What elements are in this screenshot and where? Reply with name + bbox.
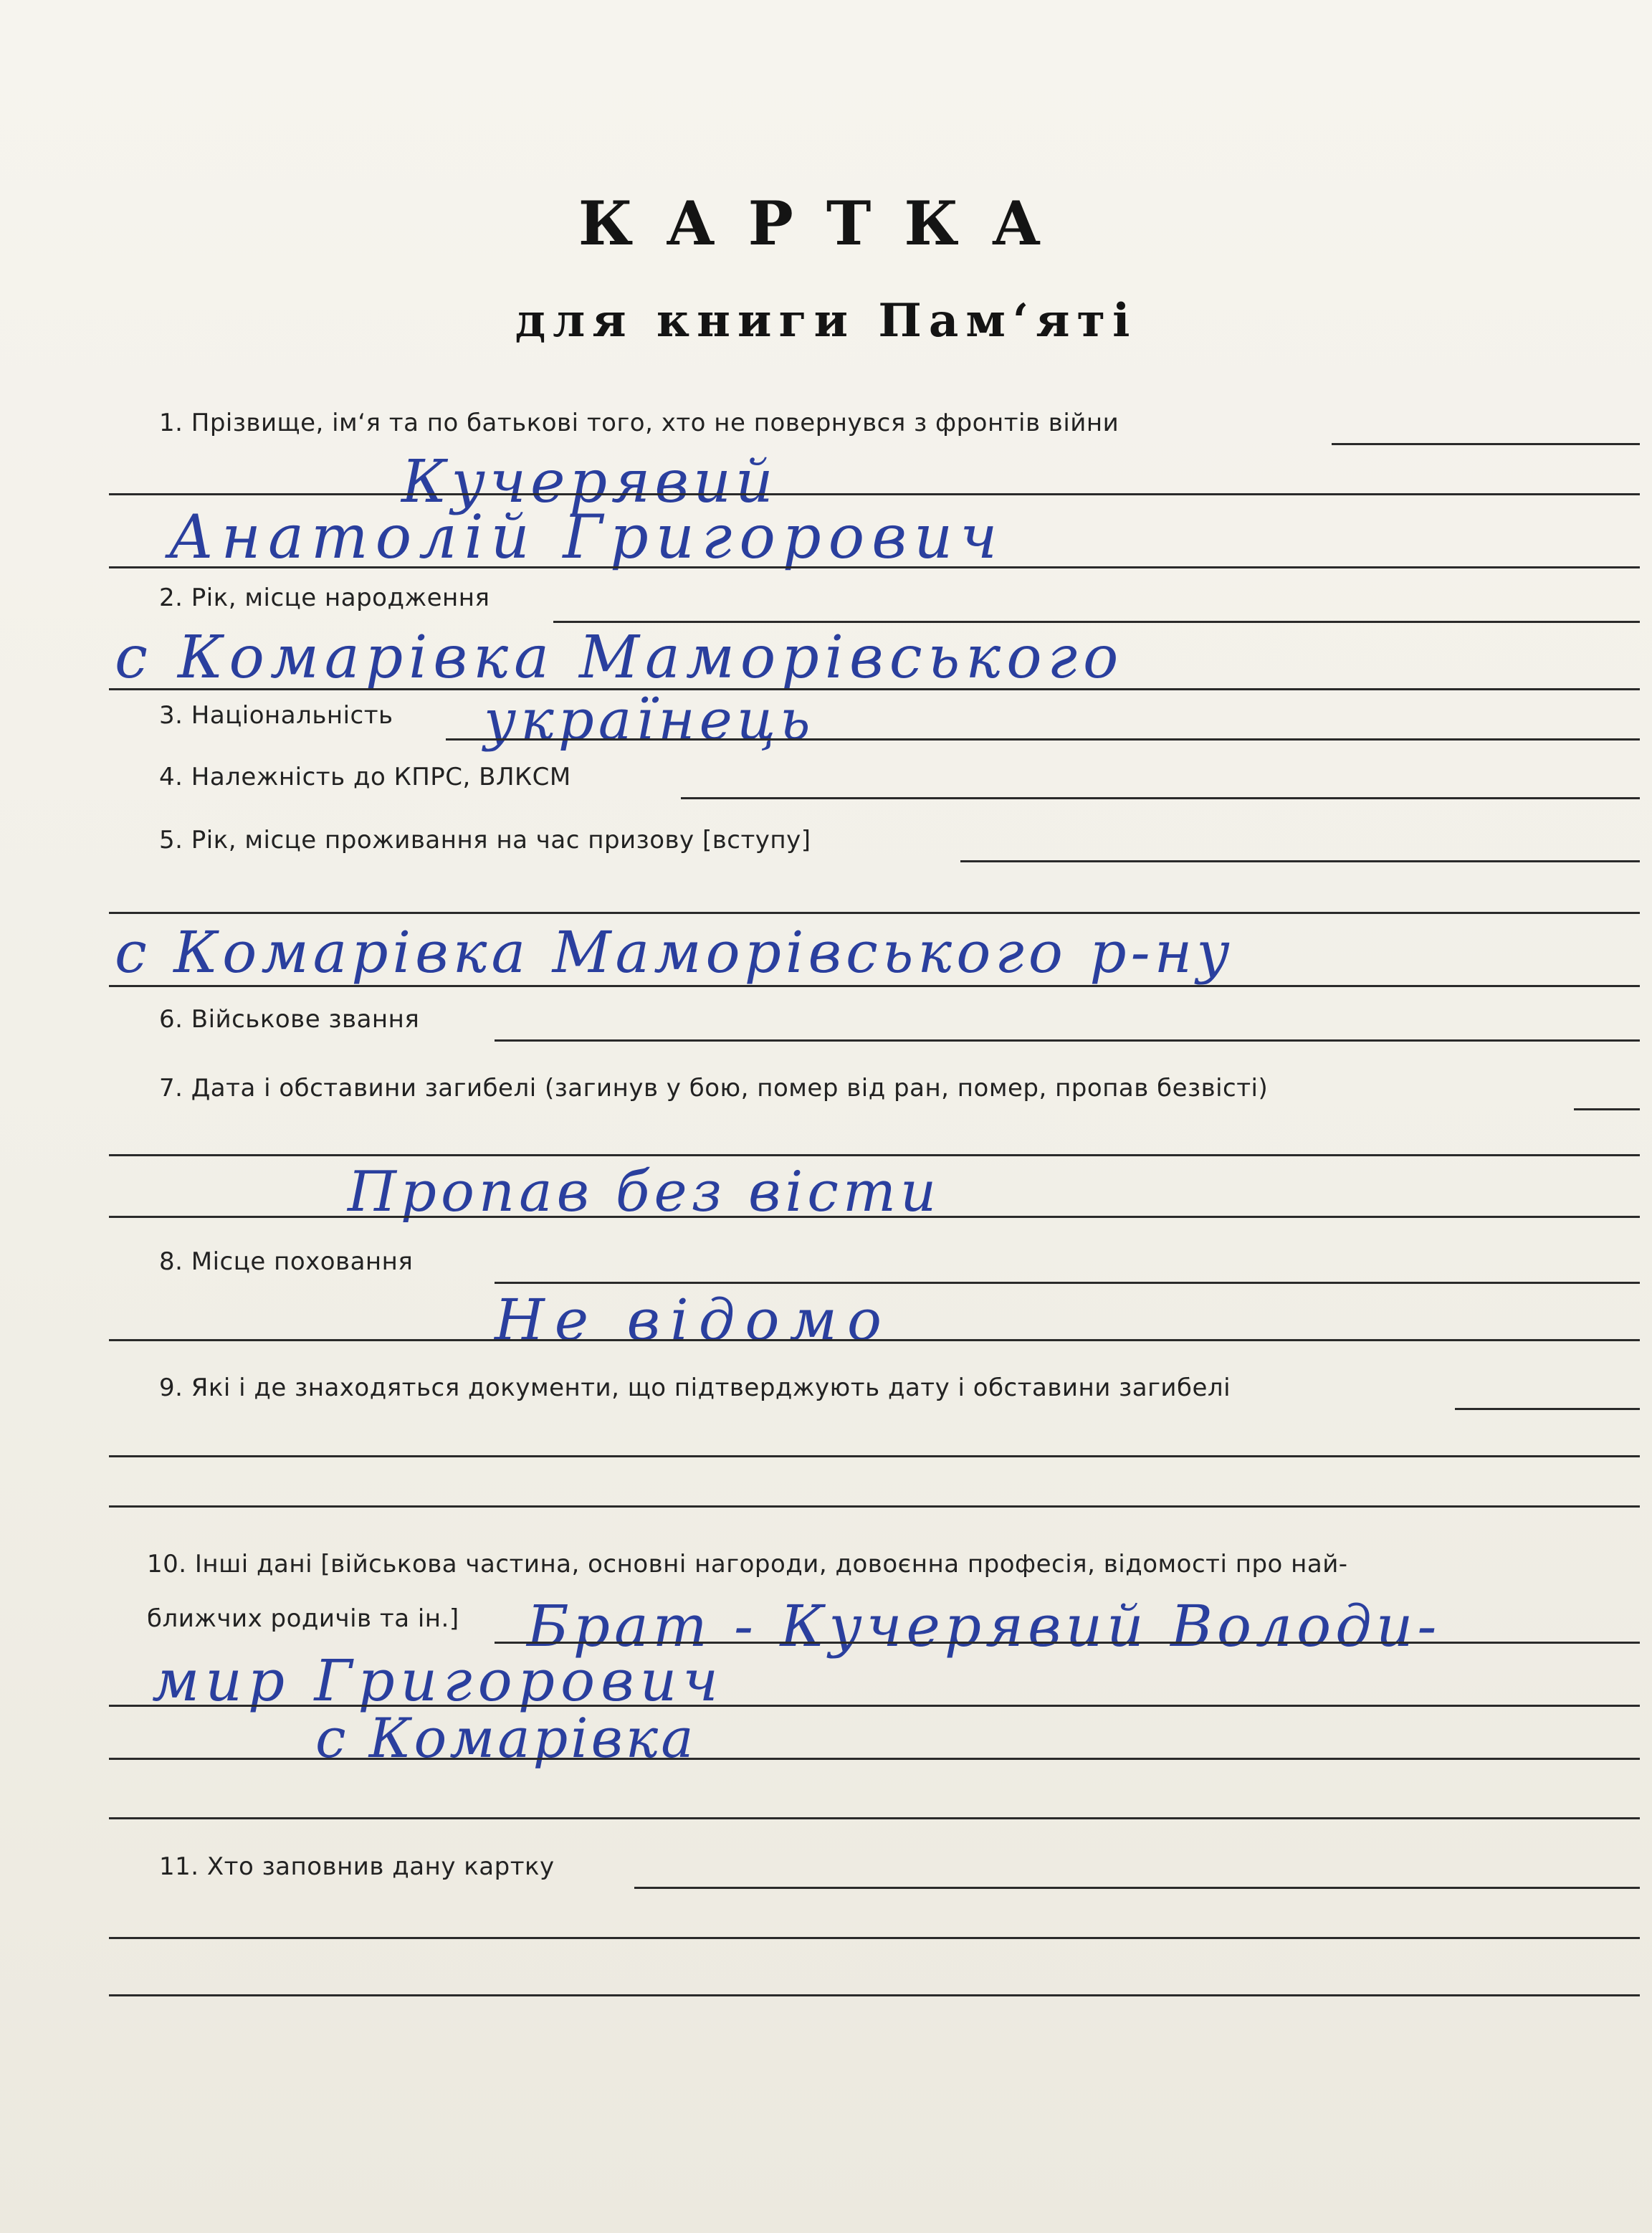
field-10-label-2: ближчих родичів та ін.] — [147, 1604, 459, 1633]
field-1-label: 1. Прізвище, ім‘я та по батькові того, хто не повернувся з фронтів війни — [159, 409, 1119, 437]
field-7-line — [1574, 1108, 1640, 1110]
handwritten-name: Анатолій Григорович — [168, 502, 1005, 572]
field-9-line — [1455, 1408, 1640, 1410]
field-6-line — [495, 1039, 1640, 1042]
field-9-label: 9. Які і де знаходяться документи, що підтверджують дату і обставини загибелі — [159, 1373, 1231, 1402]
field-11-line — [634, 1887, 1640, 1889]
field-10-line-3 — [109, 1758, 1640, 1760]
field-7-line-3 — [109, 1216, 1640, 1218]
field-4-label: 4. Належність до КПРС, ВЛКСМ — [159, 763, 571, 791]
field-5-label: 5. Рік, місце проживання на час призову [вступу] — [159, 826, 811, 854]
field-1-line-3 — [109, 566, 1640, 568]
field-11-line-2 — [109, 1937, 1640, 1939]
field-8-line — [495, 1282, 1640, 1284]
field-10-line — [495, 1642, 1640, 1644]
field-11-line-3 — [109, 1994, 1640, 1996]
handwritten-other-2: мир Григорович — [152, 1647, 725, 1714]
field-9-line-3 — [109, 1505, 1640, 1508]
field-8-line-2 — [109, 1339, 1640, 1341]
field-7-line-2 — [109, 1154, 1640, 1156]
field-10-line-4 — [109, 1817, 1640, 1819]
field-2-line-2 — [109, 688, 1640, 690]
field-2-label: 2. Рік, місце народження — [159, 584, 490, 612]
field-7-label: 7. Дата і обставини загибелі (загинув у бою, помер від ран, помер, пропав безвісті) — [159, 1074, 1269, 1103]
field-8-label: 8. Місце поховання — [159, 1247, 414, 1276]
field-1-line — [1332, 443, 1640, 445]
field-3-label: 3. Національність — [159, 701, 393, 730]
handwritten-other-1: Брат - Кучерявий Володи- — [527, 1593, 1441, 1660]
handwritten-birth-place: с Комарівка Маморівського — [115, 624, 1125, 692]
handwritten-other-3: с Комарівка — [315, 1706, 697, 1770]
handwritten-residence: с Комарівка Маморівського р-ну — [115, 919, 1234, 986]
field-9-line-2 — [109, 1455, 1640, 1457]
field-2-line — [553, 621, 1640, 623]
field-5-line-3 — [109, 985, 1640, 987]
field-10-label: 10. Інші дані [військова частина, основні нагороди, довоєнна професія, відомості про най- — [147, 1550, 1348, 1579]
field-5-line — [960, 860, 1640, 862]
field-5-line-2 — [109, 912, 1640, 914]
field-6-label: 6. Військове звання — [159, 1005, 420, 1034]
field-3-line — [446, 738, 1640, 741]
field-4-line — [681, 797, 1640, 799]
field-11-label: 11. Хто заповнив дану картку — [159, 1852, 555, 1881]
handwritten-burial: Не відомо — [495, 1287, 892, 1353]
handwritten-nationality: українець — [484, 688, 815, 753]
handwritten-death: Пропав без вісти — [348, 1160, 941, 1224]
card-title: КАРТКА — [578, 188, 1074, 259]
card-subtitle: для книги Пам‘яті — [515, 294, 1137, 348]
handwritten-surname: Кучерявий — [401, 448, 778, 516]
field-1-line-2 — [109, 493, 1640, 495]
